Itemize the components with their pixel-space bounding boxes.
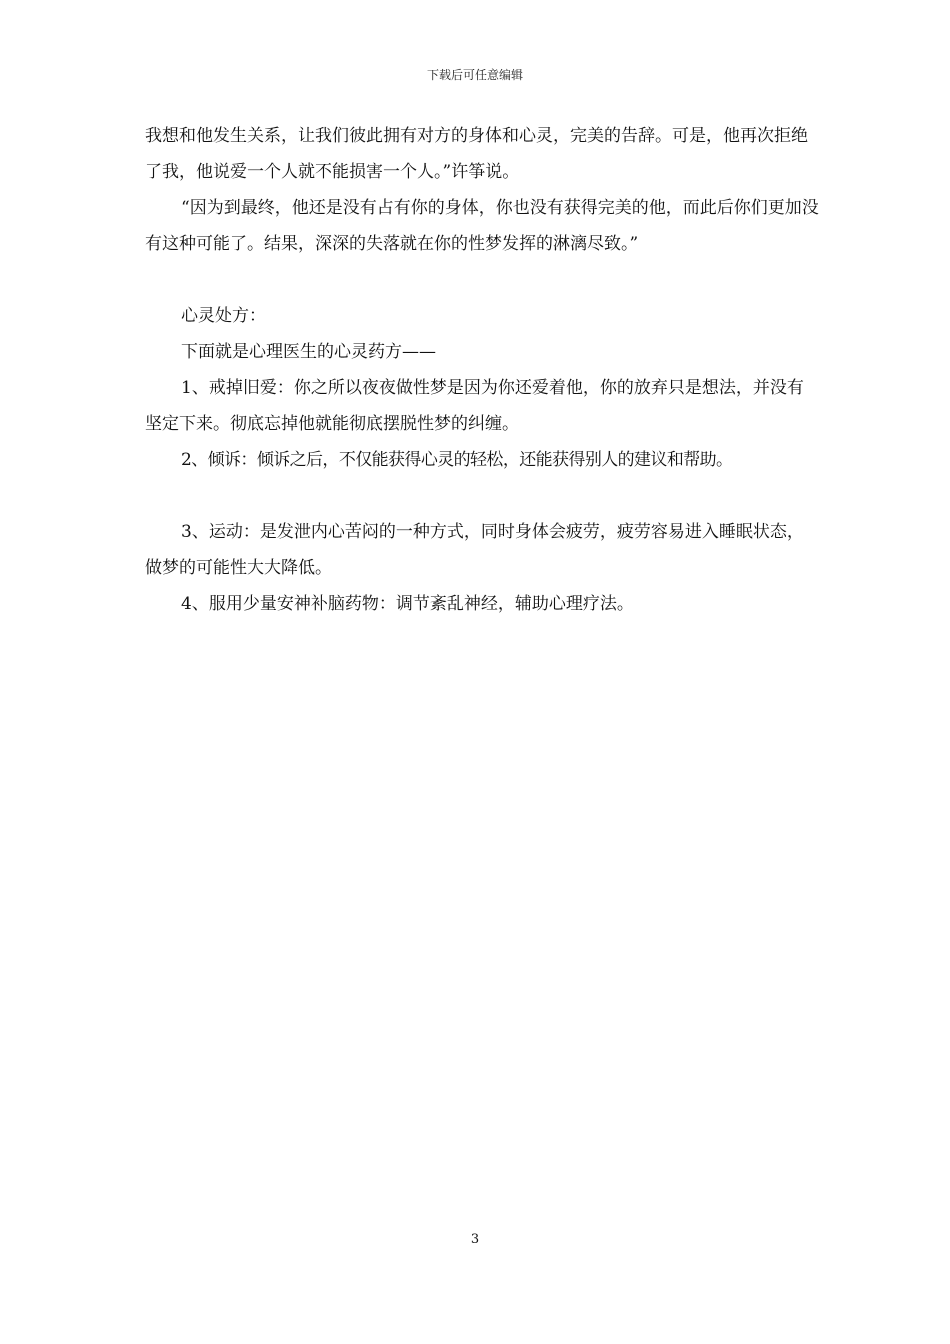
blank-line	[145, 478, 820, 514]
blank-line	[145, 262, 820, 298]
list-item: 1、戒掉旧爱：你之所以夜夜做性梦是因为你还爱着他，你的放弃只是想法，并没有坚定下来。彻底忘掉他就能彻底摆脱性梦的纠缠。	[145, 378, 804, 434]
page-number: 3	[470, 1232, 480, 1247]
list-item: 2、倾诉：倾诉之后，不仅能获得心灵的轻松，还能获得别人的建议和帮助。	[181, 450, 733, 470]
list-item: 3、运动：是发泄内心苦闷的一种方式，同时身体会疲劳，疲劳容易进入睡眠状态，做梦的可能性大大降低。	[145, 522, 804, 578]
paragraph: “因为到最终，他还是没有占有你的身体，你也没有获得完美的他，而此后你们更加没有这种可能了。结果，深深的失落就在你的性梦发挥的淋漓尽致。”	[145, 198, 819, 254]
paragraph: 我想和他发生关系，让我们彼此拥有对方的身体和心灵，完美的告辞。可是，他再次拒绝了我，他说爱一个人就不能损害一个人。”许筝说。	[145, 126, 808, 182]
section-heading: 心灵处方：	[181, 306, 266, 326]
page-header: 下载后可任意编辑	[426, 68, 523, 82]
document-body	[145, 118, 820, 622]
paragraph: 下面就是心理医生的心灵药方——	[181, 342, 436, 362]
list-item: 4、服用少量安神补脑药物：调节紊乱神经，辅助心理疗法。	[181, 594, 634, 614]
